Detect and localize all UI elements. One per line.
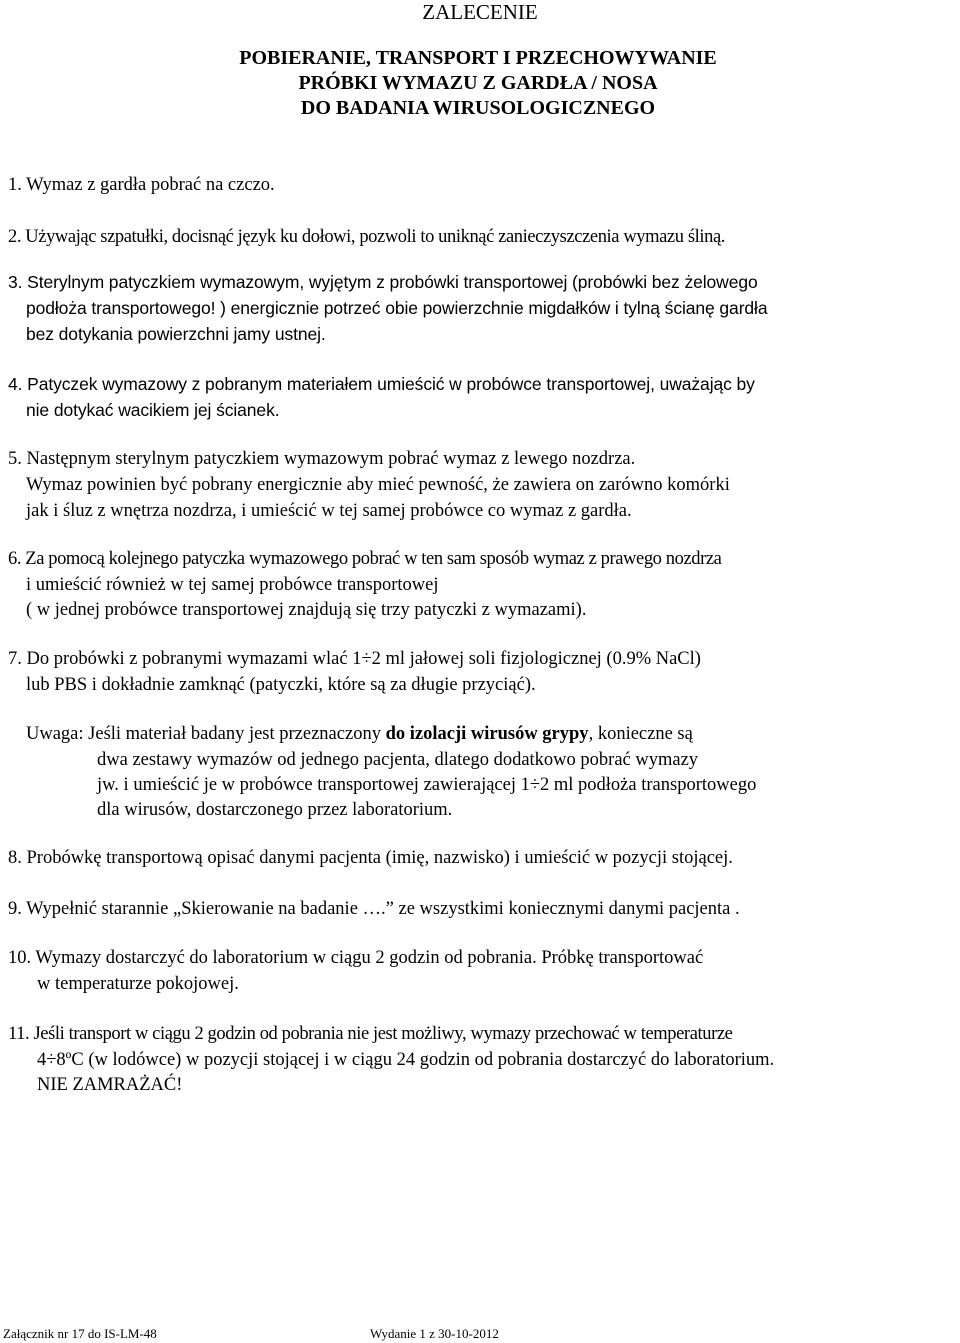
item-3-line-3: bez dotykania powierzchni jamy ustnej. (26, 324, 326, 344)
item-7-line-1: 7. Do probówki z pobranymi wymazami wlać 1÷2 ml jałowej soli fizjologicznej (0.9% NaCl) (8, 649, 701, 669)
heading-line-2: PRÓBKI WYMAZU Z GARDŁA / NOSA (298, 72, 658, 94)
item-6-line-3: ( w jednej probówce transportowej znajdują się trzy patyczki z wymazami). (26, 600, 587, 620)
heading-line-3: DO BADANIA WIRUSOLOGICZNEGO (300, 97, 656, 119)
heading-line-1: POBIERANIE, TRANSPORT I PRZECHOWYWANIE (239, 47, 717, 69)
note-line-4: dla wirusów, dostarczonego przez laboratorium. (97, 800, 453, 820)
item-10-line-1: 10. Wymazy dostarczyć do laboratorium w ciągu 2 godzin od pobrania. Próbkę transportować (8, 948, 704, 968)
item-6-line-2: i umieścić również w tej samej probówce transportowej (26, 575, 439, 595)
item-6-line-1: 6. Za pomocą kolejnego patyczka wymazowego pobrać w ten sam sposób wymaz z prawego nozdrza (8, 549, 722, 569)
item-5-line-2: Wymaz powinien być pobrany energicznie aby mieć pewność, że zawiera on zarówno komórki (26, 475, 730, 495)
item-11-line-1: 11. Jeśli transport w ciągu 2 godzin od pobrania nie jest możliwy, wymazy przechować w temperaturze (8, 1024, 733, 1044)
item-8: 8. Probówkę transportową opisać danymi pacjenta (imię, nazwisko) i umieścić w pozycji stojącej. (8, 848, 733, 868)
item-5-line-1: 5. Następnym sterylnym patyczkiem wymazowym pobrać wymaz z lewego nozdrza. (8, 449, 636, 469)
note-line-2: dwa zestawy wymazów od jednego pacjenta, dlatego dodatkowo pobrać wymazy (97, 750, 699, 770)
item-4-line-2: nie dotykać wacikiem jej ścianek. (26, 400, 280, 420)
item-11-line-3: NIE ZAMRAŻAĆ! (37, 1075, 183, 1095)
item-9: 9. Wypełnić starannie „Skierowanie na badanie ….” ze wszystkimi koniecznymi danymi pacjenta . (8, 899, 740, 919)
note-prefix: Uwaga: Jeśli materiał badany jest przeznaczony (26, 724, 386, 744)
item-1: 1. Wymaz z gardła pobrać na czczo. (8, 175, 275, 195)
item-3-line-1: 3. Sterylnym patyczkiem wymazowym, wyjętym z probówki transportowej (probówki bez żelowego (8, 272, 758, 292)
document-title: ZALECENIE (422, 0, 538, 24)
note-line-1 (26, 724, 693, 745)
item-4-line-1: 4. Patyczek wymazowy z pobranym materiałem umieścić w probówce transportowej, uważając by (8, 374, 755, 394)
note-emphasis: do izolacji wirusów grypy (385, 724, 589, 744)
item-7-line-2: lub PBS i dokładnie zamknąć (patyczki, które są za długie przyciąć). (26, 675, 536, 695)
item-10-line-2: w temperaturze pokojowej. (37, 974, 239, 994)
note-suffix: , konieczne są (588, 724, 693, 744)
item-5-line-3: jak i śluz z wnętrza nozdrza, i umieścić w tej samej probówce co wymaz z gardła. (26, 501, 632, 521)
item-2: 2. Używając szpatułki, docisnąć język ku dołowi, pozwoli to uniknąć zanieczyszczenia wymazu śliną. (8, 227, 725, 247)
footer-edition: Wydanie 1 z 30-10-2012 (370, 1326, 499, 1341)
item-11-line-2: 4÷8ºC (w lodówce) w pozycji stojącej i w ciągu 24 godzin od pobrania dostarczyć do laboratorium. (37, 1050, 775, 1070)
item-3-line-2: podłoża transportowego! ) energicznie potrzeć obie powierzchnie migdałków i tylną ścianę gardła (26, 298, 768, 318)
note-line-3: jw. i umieścić je w probówce transportowej zawierającej 1÷2 ml podłoża transportowego (97, 775, 757, 795)
footer-attachment: Załącznik nr 17 do IS-LM-48 (3, 1326, 157, 1341)
